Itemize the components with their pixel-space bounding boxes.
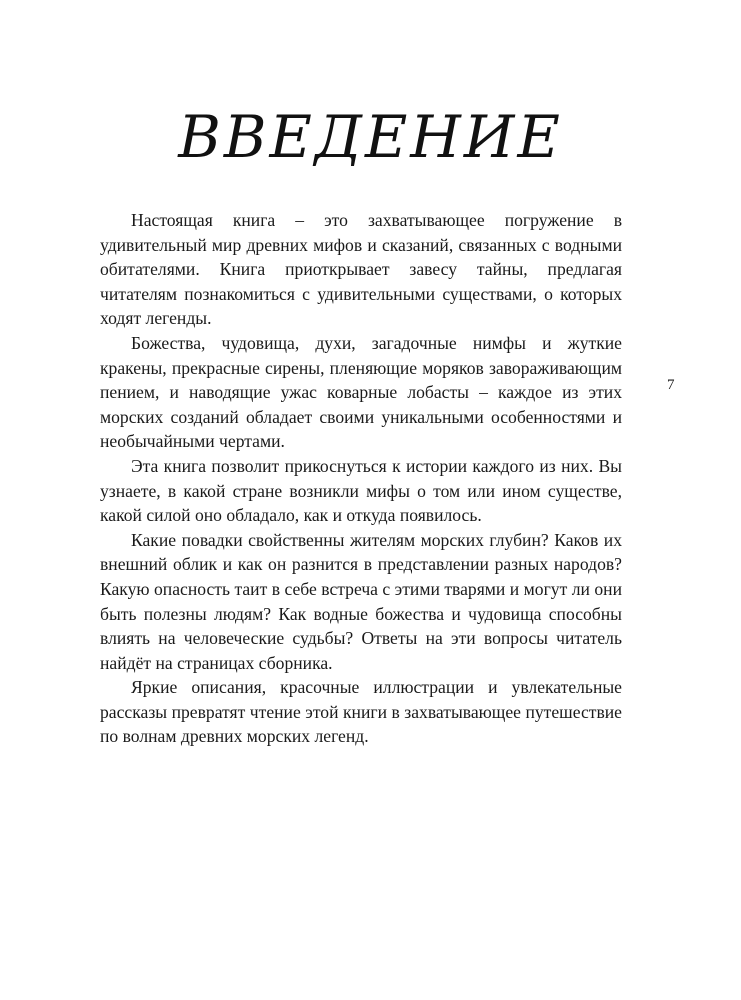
paragraph-3: Эта книга позволит прикоснуться к истории каждого из них. Вы узнаете, в какой стране возникли мифы о том или ином существе, какой силой оно обладало, как и откуда появилось. (100, 455, 622, 526)
paragraph-5: Яркие описания, красочные иллюстрации и увлекательные рассказы превратят чтение этой книги в захватывающее путешествие по волнам древних морских легенд. (100, 677, 622, 747)
chapter-title: ВВЕДЕНИЕ (178, 103, 563, 171)
chapter-body (100, 208, 622, 749)
paragraph-2: Божества, чудовища, духи, загадочные нимфы и жуткие кракены, прекрасные сирены, пленяющие моряков завораживающим пением, и наводящие ужас коварные лобасты – каждое из этих морских созданий обладает своими уникальными особенностями и необычайными чертами. (100, 332, 622, 452)
paragraph-1: Настоящая книга – это захватывающее погружение в удивительный мир древних мифов и сказаний, связанных с водными обитателями. Книга приоткрывает завесу тайны, предлагая читателям познакомиться с удивительными существами, о которых ходят легенды. (100, 210, 622, 329)
paragraph-4: Какие повадки свойственны жителям морских глубин? Каков их внешний облик и как он разнится в представлении разных народов? Какую опасность таит в себе встреча с этими тварями и могут ли они быть полезны людям? Как водные божества и чудовища способны влиять на человеческие судьбы? Ответы на эти вопросы читатель найдёт на страницах сборника. (100, 529, 622, 673)
page-number: 7 (667, 377, 675, 393)
